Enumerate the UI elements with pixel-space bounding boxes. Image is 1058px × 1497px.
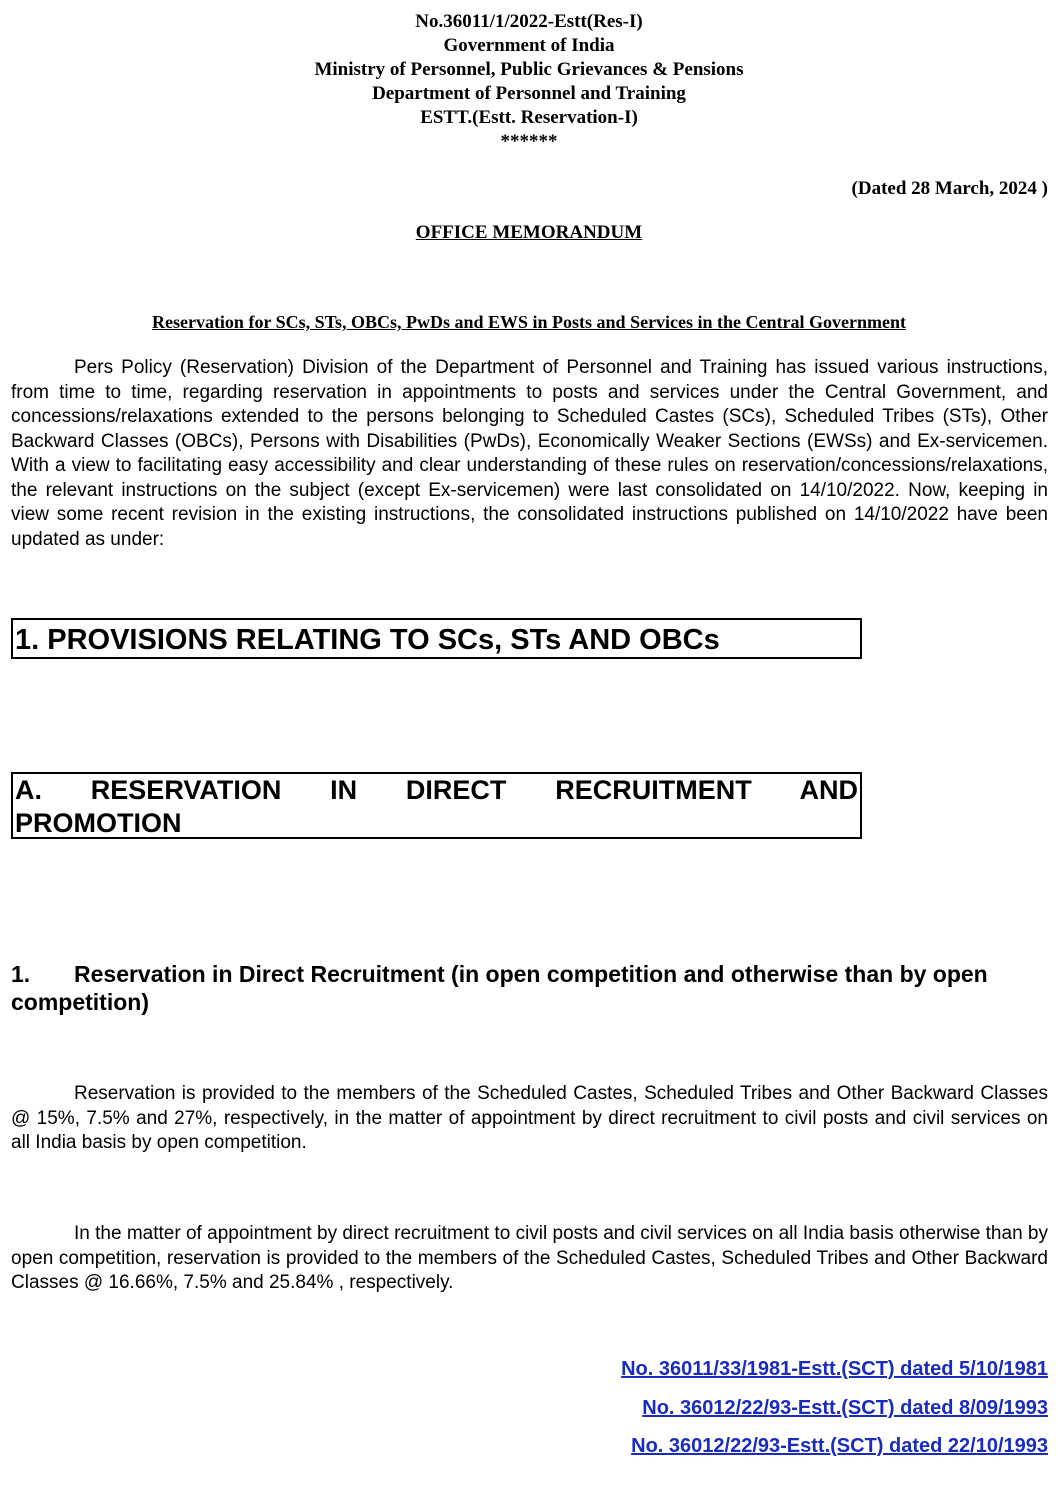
part-heading: 1. PROVISIONS RELATING TO SCs, STs AND OBCs (11, 618, 862, 659)
header-separator: ****** (500, 131, 558, 152)
open-competition-paragraph: Reservation is provided to the members of the Scheduled Castes, Scheduled Tribes and Other Backward Classes @ 15%, 7.5% and 27%, respectively, in the matter of appointment by direct recruitment to civil posts and civil services on all India basis by open competition. (11, 1083, 1048, 1153)
memo-title: OFFICE MEMORANDUM (415, 222, 643, 243)
document-header (0, 10, 1058, 154)
item-number: 1. (11, 961, 31, 987)
reference-link-2[interactable]: No. 36012/22/93-Estt.(SCT) dated 8/09/1993 (642, 1397, 1048, 1419)
otherwise-paragraph: In the matter of appointment by direct recruitment to civil posts and civil services on all India basis otherwise than by open competition, reservation is provided to the members of the Scheduled Castes, Scheduled Tribes and Other Backward Classes @ 16.66%, 7.5% and 25.84% , respectively. (11, 1223, 1048, 1293)
section-heading (11, 772, 862, 839)
government-line: Government of India (443, 35, 615, 56)
reference-link-1[interactable]: No. 36011/33/1981-Estt.(SCT) dated 5/10/1981 (621, 1358, 1048, 1380)
reference-links (621, 1357, 1048, 1458)
file-number: No.36011/1/2022-Estt(Res-I) (415, 11, 643, 32)
reference-link-3[interactable]: No. 36012/22/93-Estt.(SCT) dated 22/10/1993 (631, 1435, 1048, 1457)
memo-subject: Reservation for SCs, STs, OBCs, PwDs and EWS in Posts and Services in the Central Government (151, 312, 907, 332)
section-heading-line2: PROMOTION (15, 808, 182, 838)
department-line: Department of Personnel and Training (372, 83, 686, 104)
intro-paragraph: Pers Policy (Reservation) Division of the Department of Personnel and Training has issued various instructions, from time to time, regarding reservation in appointments to posts and services under the Central Government, and concessions/relaxations extended to the persons belonging to Scheduled Castes (SCs), Scheduled Tribes (STs), Other Backward Classes (OBCs), Persons with Disabilities (PwDs), Economically Weaker Sections (EWSs) and Ex-servicemen. With a view to facilitating easy accessibility and clear understanding of these rules on reservation/concessions/relaxations, the relevant instructions on the subject (except Ex-servicemen) were last consolidated on 14/10/2022. Now, keeping in view some recent revision in the existing instructions, the consolidated instructions published on 14/10/2022 have been updated as under: (11, 357, 1048, 550)
ministry-line: Ministry of Personnel, Public Grievances & Pensions (314, 59, 744, 80)
item-title: Reservation in Direct Recruitment (in open competition and otherwise than by open competition) (11, 961, 988, 1015)
memo-date: (Dated 28 March, 2024 ) (851, 178, 1048, 199)
item-heading (11, 960, 1048, 1016)
section-heading-line1: A. RESERVATION IN DIRECT RECRUITMENT AND (15, 775, 858, 805)
section-line: ESTT.(Estt. Reservation-I) (420, 107, 638, 128)
